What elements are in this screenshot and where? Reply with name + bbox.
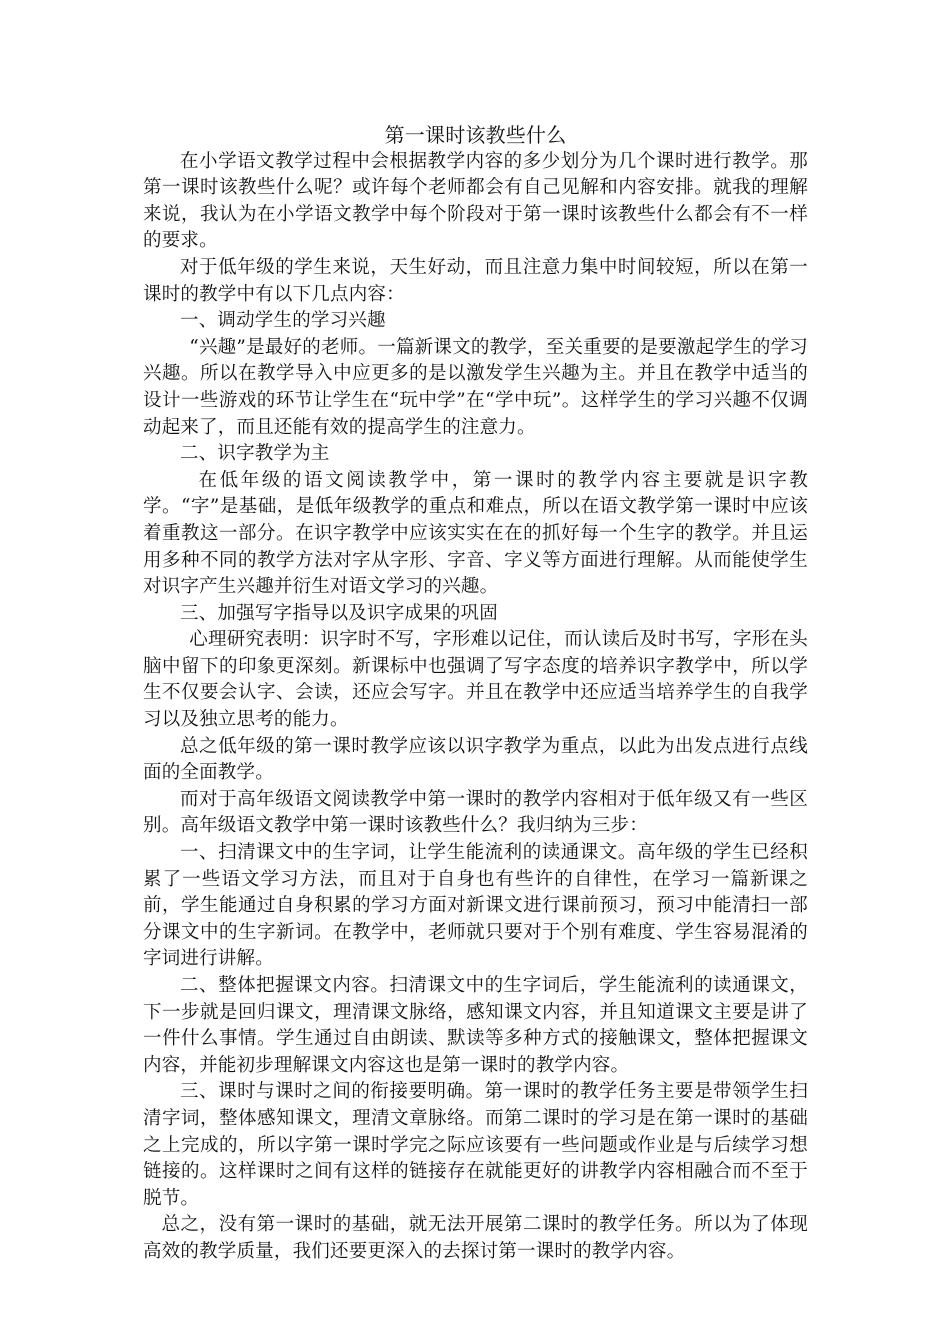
document-body	[143, 122, 808, 1266]
paragraph-literacy: 在低年级的语文阅读教学中，第一课时的教学内容主要就是识字教学。“字”是基础，是低年级教学的重点和难点，所以在语文教学第一课时中应该着重教这一部分。在识字教学中应该实实在在的抓好每一个生字的教学。并且运用多种不同的教学方法对字从字形、字音、字义等方面进行理解。从而能使学生对识字产生兴趣并衍生对语文学习的兴趣。	[143, 469, 808, 598]
paragraph-intro: 在小学语文教学过程中会根据教学内容的多少划分为几个课时进行教学。那第一课时该教些什么呢？或许每个老师都会有自己见解和内容安排。就我的理解来说，我认为在小学语文教学中每个阶段对于第一课时该教些什么都会有不一样的要求。	[143, 150, 808, 252]
heading-literacy: 二、识字教学为主	[180, 443, 330, 465]
paragraph-conclusion: 总之，没有第一课时的基础，就无法开展第二课时的教学任务。所以为了体现高效的教学质量，我们还要更深入的去探讨第一课时的教学内容。	[143, 1214, 808, 1262]
paragraph-low-grade-intro: 对于低年级的学生来说，天生好动，而且注意力集中时间较短，所以在第一课时的教学中有以下几点内容：	[143, 256, 808, 305]
paragraph-step-one: 一、扫清课文中的生字词，让学生能流利的读通课文。高年级的学生已经积累了一些语文学习方法，而且对于自身也有些许的自律性，在学习一篇新课之前，学生能通过自身积累的学习方面对新课文进行课前预习，预习中能清扫一部分课文中的生字新词。在教学中，老师就只要对于个别有难度、学生容易混淆的字词进行讲解。	[143, 842, 808, 970]
heading-interest: 一、调动学生的学习兴趣	[180, 310, 386, 332]
document-title: 第一课时该教些什么	[384, 123, 567, 147]
paragraph-high-grade-intro: 而对于高年级语文阅读教学中第一课时的教学内容相对于低年级又有一些区别。高年级语文教学中第一课时该教些什么？我归纳为三步：	[143, 788, 808, 837]
paragraph-writing: 心理研究表明：识字时不写，字形难以记住，而认读后及时书写，字形在头脑中留下的印象更深刻。新课标中也强调了写字态度的培养识字教学中，所以学生不仅要会认字、会读，还应会写字。并且在教学中还应适当培养学生的自我学习以及独立思考的能力。	[143, 629, 808, 731]
paragraph-step-three: 三、课时与课时之间的衔接要明确。第一课时的教学任务主要是带领学生扫清字词，整体感知课文，理清文章脉络。而第二课时的学习是在第一课时的基础之上完成的，所以字第一课时学完之际应该要有一些问题或作业是与后续学习想链接的。这样课时之间有这样的链接存在就能更好的讲教学内容相融合而不至于脱节。	[143, 1081, 808, 1209]
paragraph-step-two: 二、整体把握课文内容。扫清课文中的生字词后，学生能流利的读通课文，下一步就是回归课文，理清课文脉络，感知课文内容，并且知道课文主要是讲了一件什么事情。学生通过自由朗读、默读等多种方式的接触课文，整体把握课文内容，并能初步理解课文内容这也是第一课时的教学内容。	[143, 975, 808, 1076]
paragraph-low-grade-summary: 总之低年级的第一课时教学应该以识字教学为重点，以此为出发点进行点线面的全面教学。	[143, 735, 808, 784]
heading-writing: 三、加强写字指导以及识字成果的巩固	[180, 602, 498, 624]
paragraph-interest: “兴趣”是最好的老师。一篇新课文的教学，至关重要的是要激起学生的学习兴趣。所以在教学导入中应更多的是以激发学生兴趣为主。并且在教学中适当的设计一些游戏的环节让学生在“玩中学”在“学中玩”。这样学生的学习兴趣不仅调动起来了，而且还能有效的提高学生的注意力。	[143, 336, 808, 438]
